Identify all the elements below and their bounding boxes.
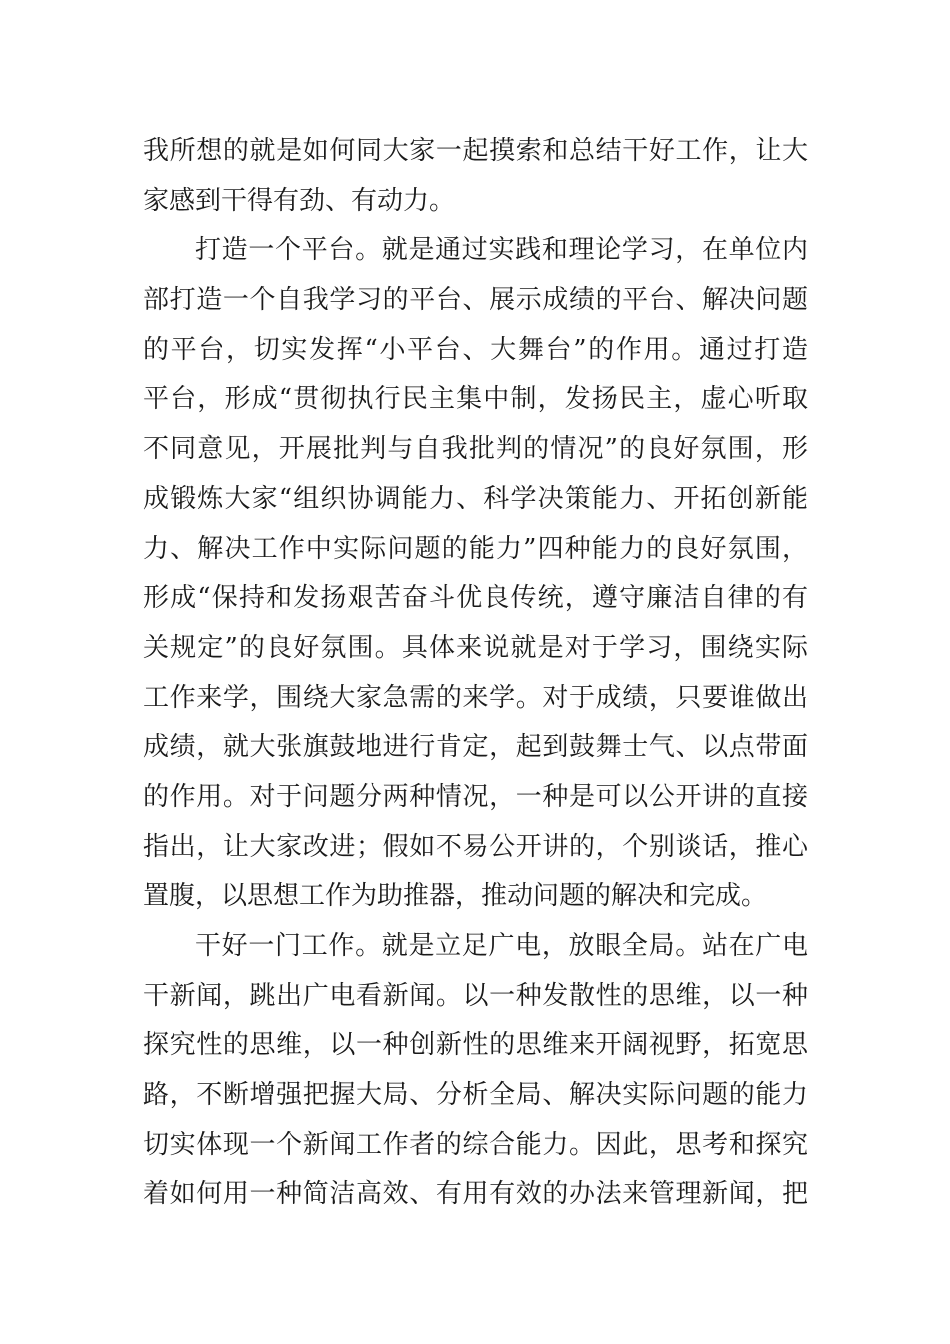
text-line: 平台，形成“贯彻执行民主集中制，发扬民主，虚心听取 xyxy=(143,384,808,415)
text-line: 切实体现一个新闻工作者的综合能力。因此，思考和探究 xyxy=(143,1129,808,1160)
paragraph-first-line: 干好一门工作。就是立足广电，放眼全局。站在广电 xyxy=(195,931,808,961)
text-line: 干新闻，跳出广电看新闻。以一种发散性的思维，以一种 xyxy=(143,980,808,1011)
text-line: 指出，让大家改进；假如不易公开讲的，个别谈话，推心 xyxy=(143,831,808,862)
text-line: 的平台，切实发挥“小平台、大舞台”的作用。通过打造 xyxy=(143,334,808,365)
text-line: 置腹，以思想工作为助推器，推动问题的解决和完成。 xyxy=(143,881,768,912)
text-line: 不同意见，开展批判与自我批判的情况”的良好氛围，形 xyxy=(143,434,808,465)
text-line: 力、解决工作中实际问题的能力”四种能力的良好氛围， xyxy=(143,533,808,564)
text-line: 的作用。对于问题分两种情况，一种是可以公开讲的直接 xyxy=(143,781,808,812)
text-line: 关规定”的良好氛围。具体来说就是对于学习，围绕实际 xyxy=(143,632,808,663)
text-line: 路，不断增强把握大局、分析全局、解决实际问题的能力 xyxy=(143,1080,808,1111)
paragraph-first-line: 打造一个平台。就是通过实践和理论学习，在单位内 xyxy=(195,235,808,266)
text-line: 成绩，就大张旗鼓地进行肯定，起到鼓舞士气、以点带面 xyxy=(143,732,808,763)
text-line: 着如何用一种简洁高效、有用有效的办法来管理新闻，把 xyxy=(143,1179,808,1210)
text-line: 探究性的思维，以一种创新性的思维来开阔视野，拓宽思 xyxy=(143,1030,808,1061)
text-line: 部打造一个自我学习的平台、展示成绩的平台、解决问题 xyxy=(143,285,808,316)
text-line: 我所想的就是如何同大家一起摸索和总结干好工作，让大 xyxy=(143,136,808,166)
text-line: 工作来学，围绕大家急需的来学。对于成绩，只要谁做出 xyxy=(143,682,808,713)
text-line: 形成“保持和发扬艰苦奋斗优良传统，遵守廉洁自律的有 xyxy=(143,583,808,614)
document-body xyxy=(143,127,808,1220)
text-line: 家感到干得有劲、有动力。 xyxy=(143,185,456,216)
text-line: 成锻炼大家“组织协调能力、科学决策能力、开拓创新能 xyxy=(143,483,808,514)
